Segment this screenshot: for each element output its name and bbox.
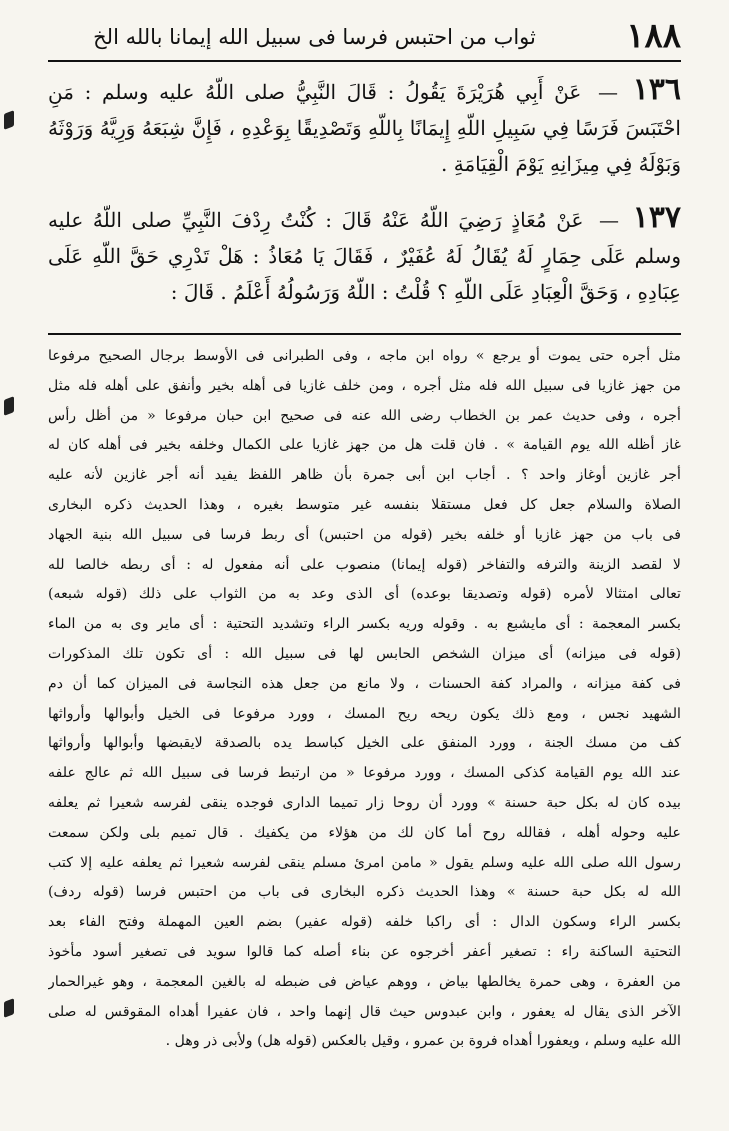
commentary-line: الله له بكل حبة حسنة » وهذا الحديث ذكره البخارى فى باب من احتبس فرسا (قوله ردف) — [48, 884, 681, 901]
margin-bracket-mark — [4, 998, 14, 1018]
commentary-line: أجره ، وفى حديث عمر بن الخطاب رضى الله عنه فى صحيح ابن حبان مرفوعا « من أظل رأس — [48, 407, 681, 424]
commentary-line: من العفرة ، وهى حمرة يخالطها بياض ، ووهم عياض فى ضبطه له بالغين المعجمة ، وهو غيرالحمار — [48, 973, 681, 990]
commentary-line: التحتية الساكنة راء : تصغير أعفر أخرجوه عن بناء أصله كما قالوا سويد فى تصغير أسود مأخوذ — [48, 943, 681, 960]
commentary-line: الشهيد نجس ، ومع ذلك يكون ريحه ريح المسك ، وورد مرفوعا فى الخيل وأبوالها وأرواثها — [48, 705, 681, 722]
hadith-text: عَنْ أَبِي هُرَيْرَةَ يَقُولُ : قَالَ النَّبِيُّ صلى اللّهُ عليه وسلم : مَنِ احْتَبَسَ فَرَسًا فِي سَبِيلِ اللّهِ إِيمَانًا بِاللّهِ وَتَصْدِيقًا بِوَعْدِهِ ، فَإِنَّ شِبَعَهُ وَرِيَّهُ وَرَوْثَهُ وَبَوْلَهُ فِي مِيزَانِهِ يَوْمَ الْقِيَامَةِ . — [48, 80, 681, 176]
hadith-number: ١٣٧ — [632, 200, 681, 235]
commentary-line: فى كفة ميزانه ، والمراد كفة الحسنات ، ولا مانع من جعل هذه النجاسة فى الميزان كما أن دم — [48, 675, 681, 692]
hadith-136 — [48, 72, 681, 182]
commentary-line: كف من مسك الجنة ، وورد المنفق على الخيل كباسط يده بالصدقة لايقبضها وأبوالها وأرواثها — [48, 735, 681, 752]
commentary-line: فى باب من جهز غازيا أو خلفه بخير (قوله من احتبس) أى ربط فرسا فى سبيل الله بنية الجهاد — [48, 526, 681, 543]
commentary-line: رسول الله صلى الله عليه وسلم يقول « مامن امرئ مسلم ينقى لفرسه شعيرا ثم يعلفه عليه إلا كتب — [48, 854, 681, 871]
separator-rule — [48, 333, 681, 335]
commentary-line: عند الله يوم القيامة كذكى المسك ، وورد مرفوعا « من ارتبط فرسا فى سبيل الله ثم عالج علفه — [48, 765, 681, 782]
hadith-number: ١٣٦ — [632, 72, 681, 107]
commentary-line: بكسر المعجمة : أى مايشبع به . وقوله وريه بكسر الراء وتشديد التحتية : أى ماير وى به من الماء — [48, 616, 681, 633]
running-title: ثواب من احتبس فرسا فى سبيل الله إيمانا بالله الخ — [93, 25, 536, 49]
hadith-text: عَنْ مُعَاذٍ رَضِيَ اللّهُ عَنْهُ قَالَ : كُنْتُ رِدْفَ النَّبِيِّ صلى اللّهُ عليه وسلم عَلَى حِمَارٍ لَهُ يُقَالُ لَهُ عُفَيْرٌ ، فَقَالَ يَا مُعَاذُ : هَلْ تَدْرِي حَقَّ اللّهِ عَلَى عِبَادِهِ ، وَحَقَّ الْعِبَادِ عَلَى اللّهِ ؟ قُلْتُ : اللّهُ وَرَسُولُهُ أَعْلَمُ . قَالَ : — [48, 208, 681, 304]
commentary-line: بكسر الراء وسكون الدال : أى راكبا خلفه (قوله عفير) بضم العين المهملة وفتح الفاء بعد — [48, 914, 681, 931]
commentary-line: من جهز غازيا فى سبيل الله فله مثل أجره ، ومن خلف غازيا فى أهله بخير وأنفق على أهله فله مثل — [48, 377, 681, 394]
margin-bracket-mark — [4, 396, 14, 416]
commentary-line: تعالى امتثالا لأمره (قوله وتصديقا بوعده) أى الذى وعد به من الثواب على ذلك (قوله شبعه) — [48, 586, 681, 603]
commentary-line: الآخر الذى يقال له يعفور ، وابن عبدوس حيث قال إنهما واحد ، فان عفيرا أهداه المقوقس له صلى — [48, 1003, 681, 1020]
commentary-line: لا لقصد الزينة والترفه والتفاخر (قوله إيمانا) منصوب على أنه مفعول له : أى ربطه خالصا لله — [48, 556, 681, 573]
hadith-dash: — — [599, 208, 620, 232]
page-header — [48, 14, 681, 62]
commentary-line: عليه وحوله أهله ، فقالله روح أما كان لك من هؤلاء من يكفيك . قال تميم بلى ولكن سمعت — [48, 824, 681, 841]
commentary-line: أجر غازين أوغاز واحد ؟ . أجاب ابن أبى جمرة بأن ظاهر اللفظ يفيد أنه أجر غازين لأنه عليه — [48, 467, 681, 484]
commentary-line: مثل أجره حتى يموت أو يرجع » رواه ابن ماجه ، وفى الطبرانى فى الأوسط برجال الصحيح مرفوعا — [48, 348, 681, 364]
hadith-137 — [48, 200, 681, 310]
hadith-dash: — — [597, 80, 618, 104]
margin-bracket-mark — [4, 110, 14, 130]
commentary-line: الصلاة والسلام جعل كل فعل مستقلا بنفسه غير متوسط بغيره ، وهذا الحديث ذكره البخارى — [48, 496, 681, 513]
commentary-line: بيده كان له بكل حبة حسنة » وورد أن روحا زار تميما الدارى فوجده ينقى لفرسه شعيرا ثم يعلفه — [48, 794, 681, 811]
commentary-line: (قوله فى ميزانه) أى ميزان الشخص الحابس لها فى سبيل الله : أى تكون تلك المذكورات — [48, 645, 681, 662]
commentary-line: غاز أظله الله يوم القيامة » . فان قلت هل من جهز غازيا على الكمال وخلفه بخير فى أهله كان له — [48, 437, 681, 454]
commentary-line: الله عليه وسلم ، ويعفورا أهداه فروة بن عمرو ، وقيل بالعكس (قوله هل) ولأبى ذر وهل . — [165, 1033, 681, 1050]
commentary — [48, 342, 681, 1057]
page-number: ١٨٨ — [626, 16, 681, 56]
